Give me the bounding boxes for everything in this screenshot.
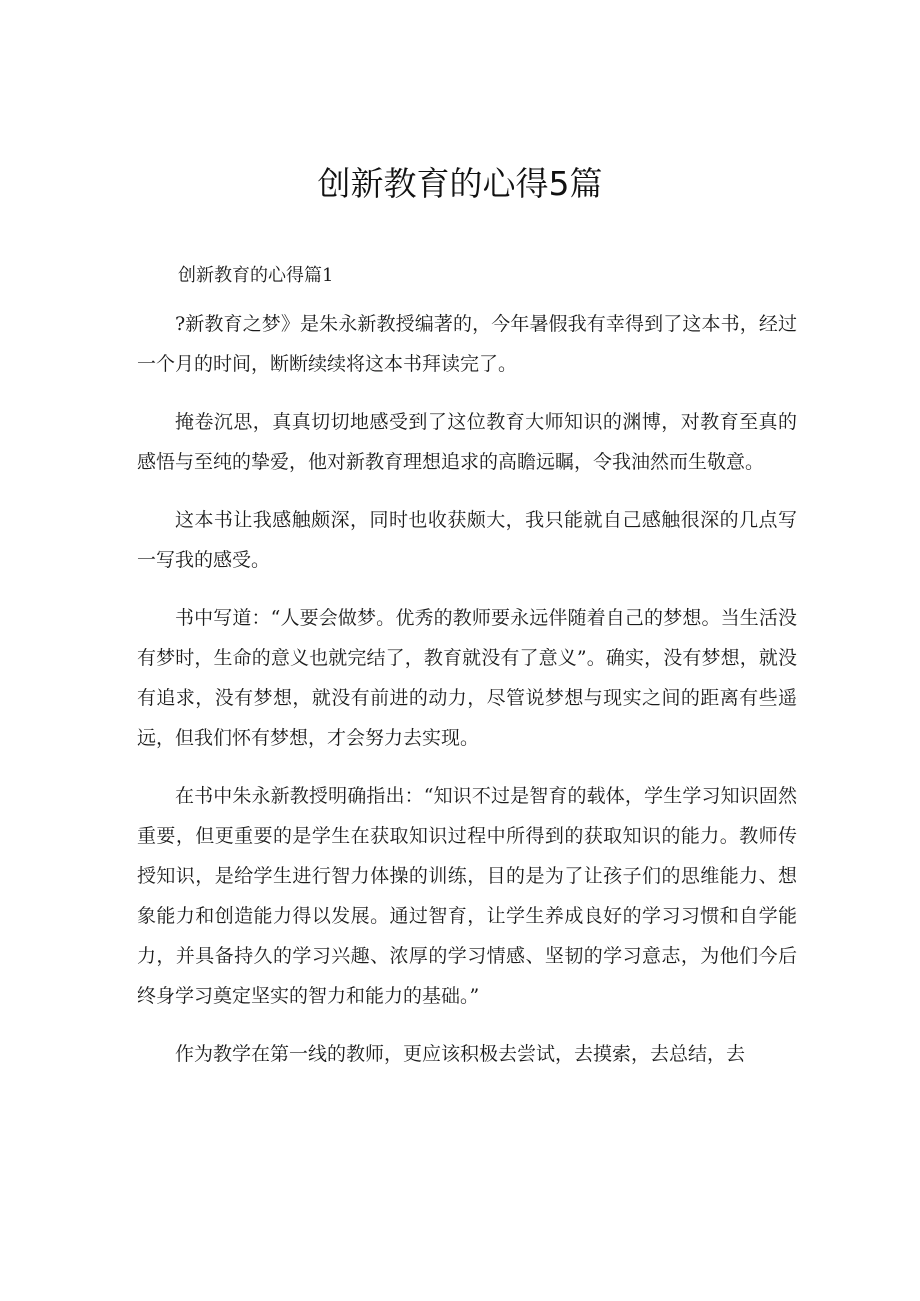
paragraph: 掩卷沉思，真真切切地感受到了这位教育大师知识的渊博，对教育至真的感悟与至纯的挚爱，他对新教育理想追求的高瞻远瞩，令我油然而生敬意。 (137, 411, 797, 473)
body-text (137, 304, 797, 1092)
paragraph: 作为教学在第一线的教师，更应该积极去尝试，去摸索，去总结，去 (175, 1043, 746, 1065)
paragraph: 在书中朱永新教授明确指出：“知识不过是智育的载体，学生学习知识固然重要，但更重要的是学生在获取知识过程中所得到的获取知识的能力。教师传授知识，是给学生进行智力体操的训练，目的是为了让孩子们的思维能力、想象能力和创造能力得以发展。通过智育，让学生养成良好的学习习惯和自学能力，并具备持久的学习兴趣、浓厚的学习情感、坚韧的学习意志，为他们今后终身学习奠定坚实的智力和能力的基础。” (137, 785, 797, 1007)
paragraph: 这本书让我感触颇深，同时也收获颇大，我只能就自己感触很深的几点写一写我的感受。 (137, 509, 797, 571)
document-title: 创新教育的心得5篇 (317, 164, 603, 203)
paragraph: 书中写道：“人要会做梦。优秀的教师要永远伴随着自己的梦想。当生活没有梦时，生命的意义也就完结了，教育就没有了意义”。确实，没有梦想，就没有追求，没有梦想，就没有前进的动力，尽管说梦想与现实之间的距离有些遥远，但我们怀有梦想，才会努力去实现。 (137, 607, 797, 749)
section-heading: 创新教育的心得篇1 (178, 265, 334, 286)
paragraph: ?新教育之梦》是朱永新教授编著的，今年暑假我有幸得到了这本书，经过一个月的时间，断断续续将这本书拜读完了。 (137, 313, 797, 375)
